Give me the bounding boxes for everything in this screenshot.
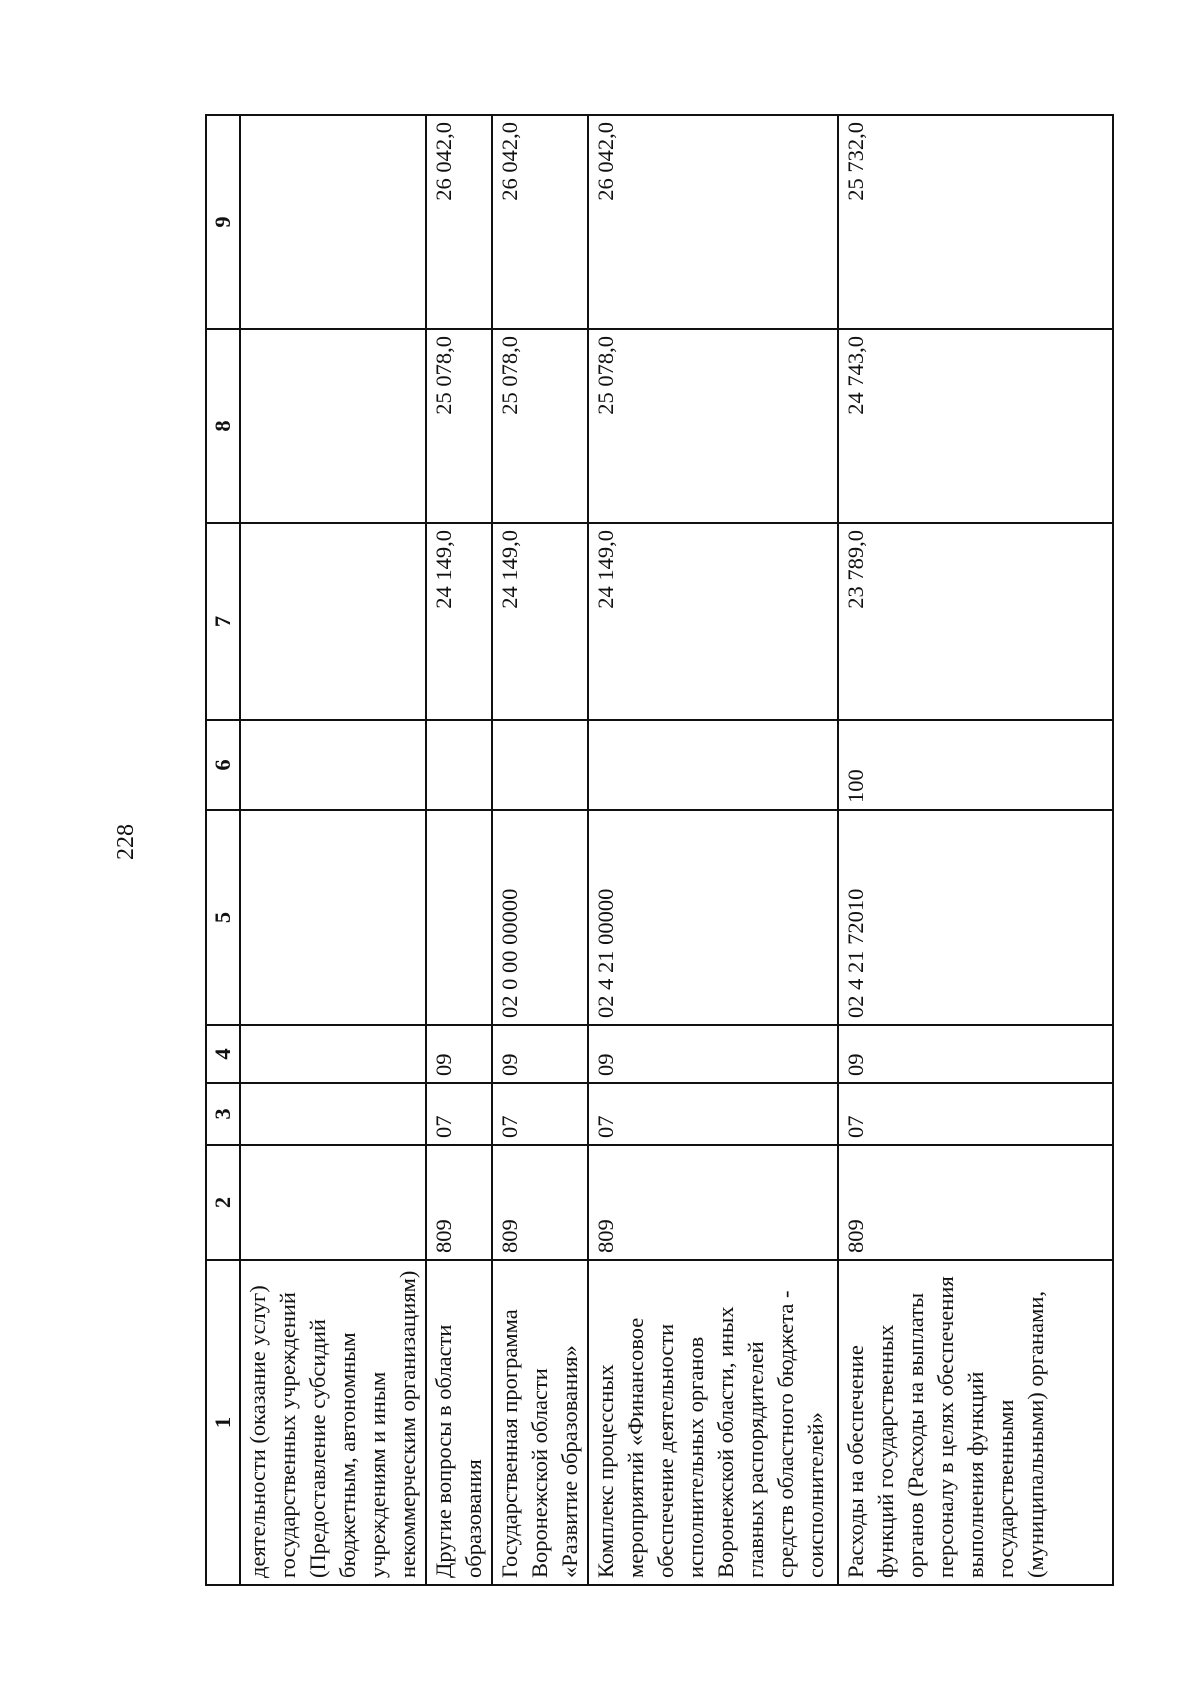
row-name-cell: Государственная программа Воронежской области «Развитие образования» [492,1260,588,1585]
column-header: 7 [206,523,240,720]
year1-amount-cell: 24 149,0 [492,523,588,720]
column-header: 4 [206,1025,240,1083]
vr-cell [492,720,588,810]
year1-amount-cell: 24 149,0 [588,523,838,720]
year2-amount-cell [240,329,426,523]
column-header: 9 [206,115,240,329]
year3-amount-cell: 26 042,0 [426,115,492,329]
row-name-cell: Расходы на обеспечение функций государственных органов (Расходы на выплаты персоналу в целях обеспечения выполнения функций государственными (муниципальными) органами, [838,1260,1113,1585]
vr-cell [588,720,838,810]
table-row [240,115,426,1585]
column-header: 1 [206,1260,240,1585]
csr-cell: 02 0 00 00000 [492,810,588,1025]
year3-amount-cell: 25 732,0 [838,115,1113,329]
column-header: 6 [206,720,240,810]
table-row [588,115,838,1585]
year3-amount-cell [240,115,426,329]
year2-amount-cell: 25 078,0 [426,329,492,523]
table-header-row [206,115,240,1585]
budget-table [205,114,1114,1586]
vr-cell: 100 [838,720,1113,810]
grbs-cell: 809 [838,1145,1113,1260]
column-header: 3 [206,1083,240,1145]
rz-cell: 07 [426,1083,492,1145]
row-name-cell: деятельности (оказание услуг) государственных учреждений (Предоставление субсидий бюджетным, автономным учреждениям и иным некоммерческим организациям) [240,1260,426,1585]
pr-cell: 09 [588,1025,838,1083]
csr-cell: 02 4 21 72010 [838,810,1113,1025]
column-header: 8 [206,329,240,523]
rz-cell [240,1083,426,1145]
grbs-cell [240,1145,426,1260]
budget-table-container [205,116,1095,1586]
rz-cell: 07 [492,1083,588,1145]
vr-cell [426,720,492,810]
csr-cell: 02 4 21 00000 [588,810,838,1025]
csr-cell [426,810,492,1025]
year2-amount-cell: 25 078,0 [588,329,838,523]
table-row [426,115,492,1585]
pr-cell [240,1025,426,1083]
column-header: 5 [206,810,240,1025]
page-number: 228 [113,824,139,860]
year3-amount-cell: 26 042,0 [492,115,588,329]
pr-cell: 09 [492,1025,588,1083]
rz-cell: 07 [588,1083,838,1145]
pr-cell: 09 [426,1025,492,1083]
vr-cell [240,720,426,810]
grbs-cell: 809 [588,1145,838,1260]
row-name-cell: Комплекс процессных мероприятий «Финансовое обеспечение деятельности исполнительных органов Воронежской области, иных главных распорядителей средств областного бюджета - соисполнителей» [588,1260,838,1585]
table-row [492,115,588,1585]
table-row [838,115,1113,1585]
column-header: 2 [206,1145,240,1260]
row-name-cell: Другие вопросы в области образования [426,1260,492,1585]
year1-amount-cell: 23 789,0 [838,523,1113,720]
year2-amount-cell: 24 743,0 [838,329,1113,523]
year1-amount-cell [240,523,426,720]
csr-cell [240,810,426,1025]
pr-cell: 09 [838,1025,1113,1083]
year1-amount-cell: 24 149,0 [426,523,492,720]
rz-cell: 07 [838,1083,1113,1145]
year3-amount-cell: 26 042,0 [588,115,838,329]
grbs-cell: 809 [492,1145,588,1260]
year2-amount-cell: 25 078,0 [492,329,588,523]
grbs-cell: 809 [426,1145,492,1260]
